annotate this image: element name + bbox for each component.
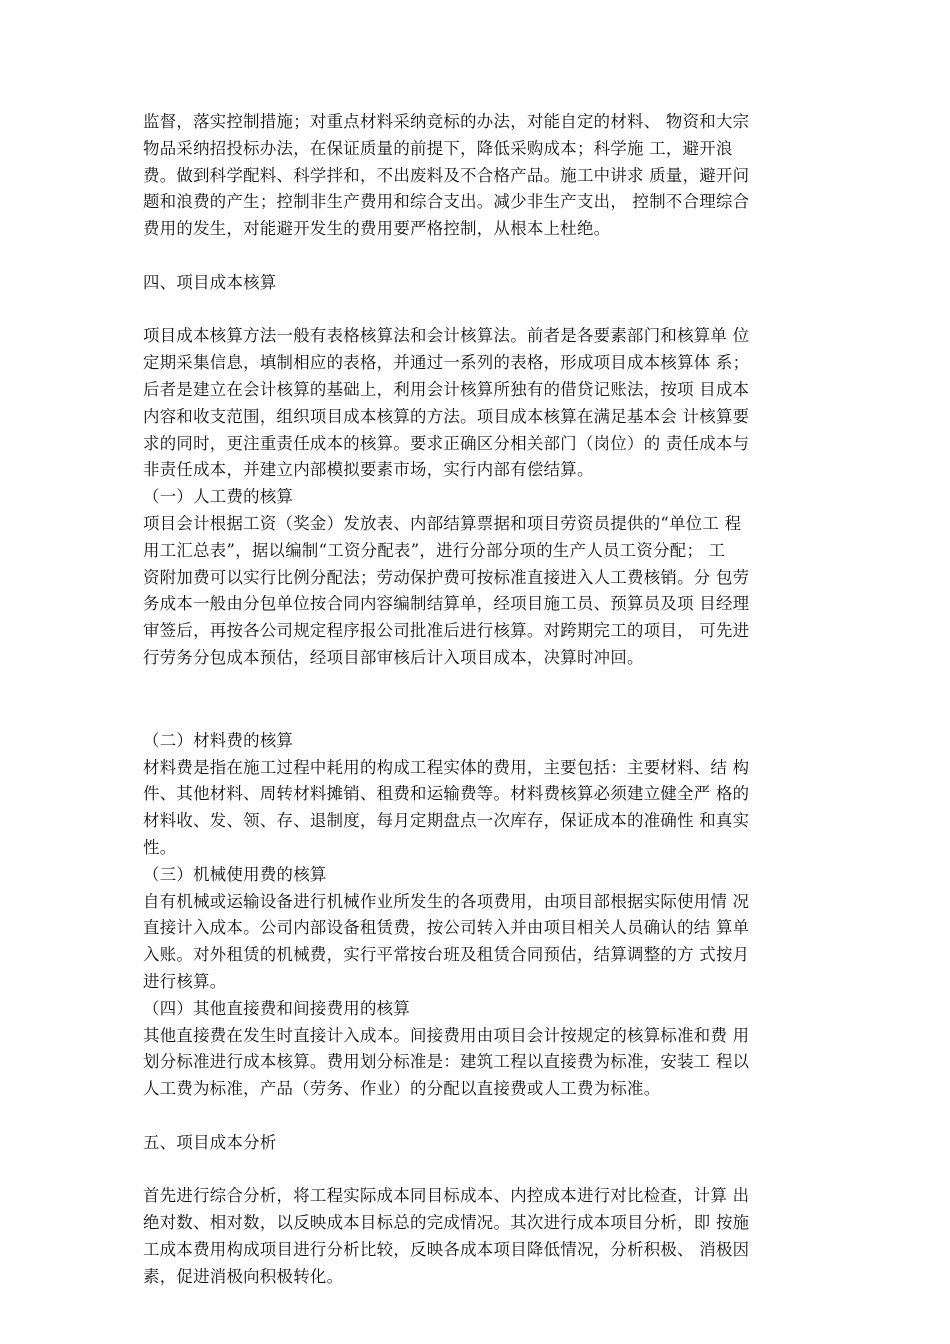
text-line: 务成本一般由分包单位按合同内容编制结算单，经项目施工员、预算员及项 目经理 [143, 594, 750, 614]
text-line: 工成本费用构成项目进行分析比较，反映各成本项目降低情况，分析积极、 消极因 [143, 1239, 750, 1259]
text-line: 人工费为标准，产品（劳务、作业）的分配以直接费或人工费为标准。 [143, 1079, 661, 1099]
paragraph-spacer [143, 297, 815, 324]
paragraph-spacer [143, 1156, 815, 1183]
paragraph [143, 755, 815, 862]
text-line: 绝对数、相对数，以反映成本目标总的完成情况。其次进行成本项目分析，即 按施 [143, 1213, 750, 1233]
text-line: 直接计入成本。公司内部设备租赁费，按公司转入并由项目相关人员确认的结 算单 [143, 918, 750, 938]
text-line: 内容和收支范围，组织项目成本核算的方法。项目成本核算在满足基本会 计核算要 [143, 406, 750, 426]
text-line: 审签后，再按各公司规定程序报公司批准后进行核算。对跨期完工的项目， 可先进 [143, 621, 750, 641]
text-line: 非责任成本，并建立内部模拟要素市场，实行内部有偿结算。 [143, 460, 594, 480]
text-line: 首先进行综合分析，将工程实际成本同目标成本、内控成本进行对比检查，计算 出 [143, 1186, 750, 1206]
text-line: 项目会计根据工资（奖金）发放表、内部结算票据和项目劳资员提供的“单位工 程 [143, 513, 742, 533]
paragraph-spacer [143, 1103, 815, 1130]
text-line: 其他直接费在发生时直接计入成本。间接费用由项目会计按规定的核算标准和费 用 [143, 1025, 750, 1045]
text-line: 定期采集信息，填制相应的表格，并通过一系列的表格，形成项目成本核算体 系； [143, 353, 750, 373]
text-line: 费。做到科学配料、科学拌和，不出废料及不合格产品。施工中讲求 质量，避开问 [143, 165, 750, 185]
text-line: 材料费是指在施工过程中耗用的构成工程实体的费用，主要包括：主要材料、结 构 [143, 757, 750, 777]
section-heading: （三）机械使用费的核算 [143, 864, 327, 884]
text-line: 监督，落实控制措施；对重点材料采纳竞标的办法，对能自定的材料、 物资和大宗 [143, 112, 750, 131]
text-line: 费用的发生，对能避开发生的费用要严格控制，从根本上杜绝。 [143, 219, 611, 239]
text-line: 后者是建立在会计核算的基础上，利用会计核算所独有的借贷记账法，按项 目成本 [143, 379, 750, 399]
text-line: 求的同时，更注重责任成本的核算。要求正确区分相关部门（岗位）的 责任成本与 [143, 433, 750, 453]
paragraph [143, 323, 815, 484]
paragraph [143, 109, 815, 243]
text-line: 项目成本核算方法一般有表格核算法和会计核算法。前者是各要素部门和核算单 位 [143, 326, 750, 346]
document-body [143, 109, 815, 1290]
section-heading: （二）材料费的核算 [143, 730, 294, 750]
section-heading: （一）人工费的核算 [143, 487, 294, 507]
text-line: 行劳务分包成本预估，经项目部审核后计入项目成本，决算时冲回。 [143, 647, 644, 667]
paragraph [143, 889, 815, 996]
text-line: 自有机械或运输设备进行机械作业所发生的各项费用，由项目部根据实际使用情 况 [143, 891, 750, 911]
text-line: 入账。对外租赁的机械费，实行平常按台班及租赁合同预估，结算调整的方 式按月 [143, 945, 750, 965]
text-line: 进行核算。 [143, 971, 227, 991]
paragraph [143, 511, 815, 672]
text-line: 材料收、发、领、存、退制度，每月定期盘点一次库存，保证成本的准确性 和真实 [143, 811, 750, 831]
section-heading: 五、项目成本分析 [143, 1132, 277, 1152]
text-line: 划分标准进行成本核算。费用划分标准是：建筑工程以直接费为标准，安装工 程以 [143, 1052, 750, 1072]
paragraph-spacer [143, 672, 815, 728]
section-heading: （四）其他直接费和间接费用的核算 [143, 998, 411, 1018]
text-line: 用工汇总表”，据以编制“工资分配表”，进行分部分项的生产人员工资分配； 工 [143, 540, 726, 560]
text-line: 素，促进消极向积极转化。 [143, 1266, 344, 1286]
paragraph [143, 1183, 815, 1290]
text-line: 资附加费可以实行比例分配法；劳动保护费可按标准直接进入人工费核销。分 包劳 [143, 567, 750, 587]
section-heading: 四、项目成本核算 [143, 272, 277, 292]
paragraph-spacer [143, 243, 815, 270]
text-line: 物品采纳招投标办法，在保证质量的前提下，降低采购成本；科学施 工，避开浪 [143, 138, 733, 158]
document-page [143, 109, 815, 1290]
text-line: 件、其他材料、周转材料摊销、租费和运输费等。材料费核算必须建立健全严 格的 [143, 784, 750, 804]
text-line: 题和浪费的产生；控制非生产费用和综合支出。减少非生产支出， 控制不合理综合 [143, 192, 750, 212]
paragraph [143, 1023, 815, 1103]
text-line: 性。 [143, 837, 177, 857]
